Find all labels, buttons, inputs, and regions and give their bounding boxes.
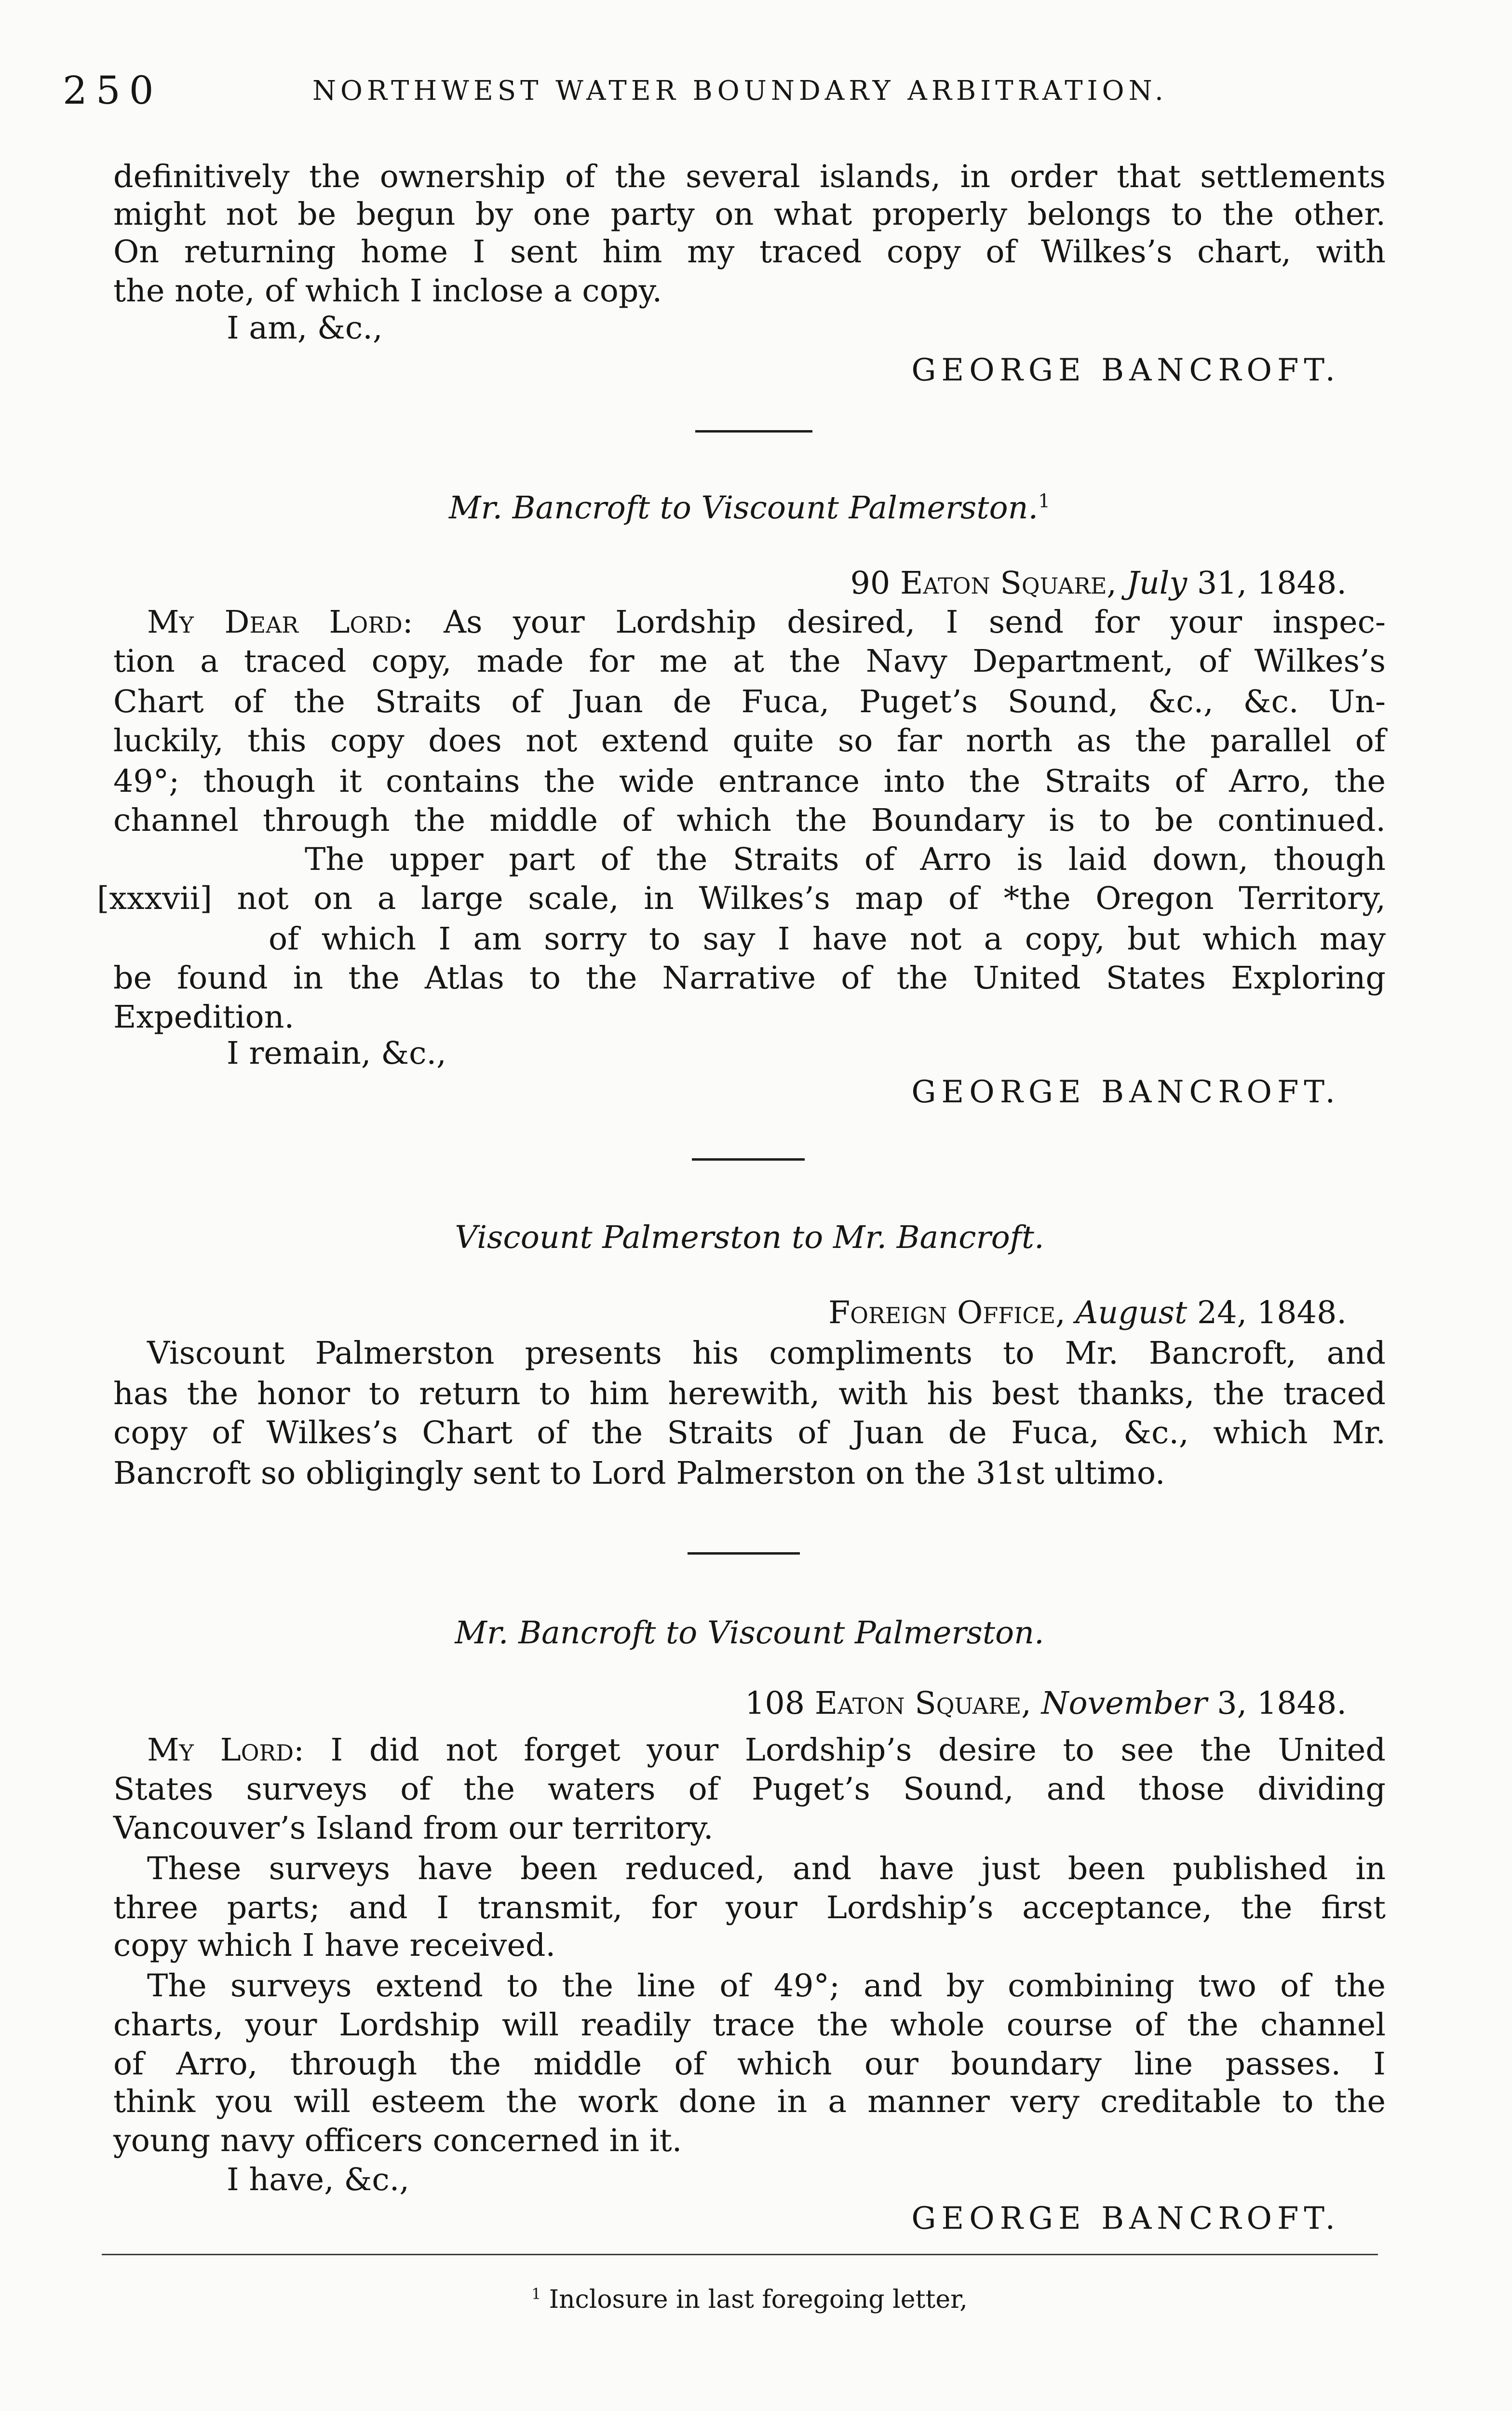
- closing: I remain, &c.,: [227, 1035, 446, 1071]
- text-line: channel through the middle of which the Boundary is to be continued.: [113, 802, 1386, 839]
- dateline-date: 24, 1848.: [1197, 1295, 1347, 1331]
- footnote-ref: 1: [1038, 490, 1051, 513]
- text-line: of Arro, through the middle of which our boundary line passes. I: [113, 2046, 1386, 2082]
- text-line: charts, your Lordship will readily trace the whole course of the channel: [113, 2007, 1386, 2043]
- signature: GEORGE BANCROFT.: [911, 352, 1340, 388]
- section-rule: [688, 1552, 800, 1555]
- dateline-number: 108: [745, 1685, 805, 1721]
- text-line: be found in the Atlas to the Narrative of the United States Exploring: [113, 960, 1386, 996]
- dateline: [850, 564, 1347, 603]
- salutation: My Dear Lord:: [147, 604, 413, 640]
- salutation: My Lord:: [147, 1732, 304, 1768]
- text-line: Chart of the Straits of Juan de Fuca, Puget’s Sound, &c., &c. Un-: [113, 684, 1386, 720]
- text-line: [147, 603, 1386, 642]
- text-line: tion a traced copy, made for me at the Navy Department, of Wilkes’s: [113, 643, 1386, 679]
- text-line: think you will esteem the work done in a manner very creditable to the: [113, 2084, 1386, 2120]
- text-line: Expedition.: [113, 999, 295, 1035]
- text-line: young navy officers concerned in it.: [113, 2123, 682, 2159]
- footnote-text: Inclosure in last foregoing letter,: [549, 2285, 968, 2314]
- closing: I am, &c.,: [227, 310, 383, 346]
- dateline-month: July: [1126, 565, 1188, 601]
- text-line: the note, of which I inclose a copy.: [113, 273, 662, 309]
- text-line: Viscount Palmerston presents his compliments to Mr. Bancroft, and: [147, 1335, 1386, 1371]
- dateline-month: November: [1041, 1685, 1207, 1721]
- footnote: [113, 2285, 1386, 2314]
- page-number: 250: [63, 68, 162, 113]
- dateline-date: 3, 1848.: [1217, 1685, 1347, 1721]
- dateline-place: Eaton Square,: [814, 1685, 1031, 1721]
- text-line: might not be begun by one party on what properly belongs to the other.: [113, 196, 1386, 232]
- dateline: [745, 1684, 1347, 1723]
- text-line: The surveys extend to the line of 49°; and by combining two of the: [147, 1968, 1386, 2004]
- text-line: luckily, this copy does not extend quite so far north as the parallel of: [113, 723, 1386, 759]
- text-line: of which I am sorry to say I have not a copy, but which may: [269, 921, 1386, 957]
- dateline-number: 90: [850, 565, 891, 601]
- signature: GEORGE BANCROFT.: [911, 1074, 1340, 1110]
- signature: GEORGE BANCROFT.: [911, 2201, 1340, 2236]
- section-rule: [692, 1158, 805, 1161]
- section-rule: [695, 430, 812, 433]
- dateline-date: 31, 1848.: [1197, 565, 1347, 601]
- text-line: The upper part of the Straits of Arro is laid down, though: [305, 841, 1386, 878]
- text-line: 49°; though it contains the wide entrance into the Straits of Arro, the: [113, 763, 1386, 799]
- text-line: Bancroft so obligingly sent to Lord Palmerston on the 31st ultimo.: [113, 1455, 1165, 1491]
- line-text: I did not forget your Lordship’s desire to see the United: [330, 1732, 1386, 1768]
- dateline-place: Foreign Office,: [828, 1295, 1066, 1331]
- text-line: definitively the ownership of the several islands, in order that settlements: [113, 159, 1386, 195]
- closing: I have, &c.,: [227, 2162, 410, 2198]
- footnote-marker: 1: [531, 2285, 541, 2303]
- letter-heading: Viscount Palmerston to Mr. Bancroft.: [455, 1219, 1044, 1256]
- text-line: has the honor to return to him herewith, with his best thanks, the traced: [113, 1376, 1386, 1412]
- dateline: [828, 1293, 1347, 1332]
- dateline-place: Eaton Square,: [900, 565, 1117, 601]
- footnote-rule: [102, 2254, 1378, 2255]
- dateline-month: August: [1075, 1295, 1188, 1331]
- text-line: States surveys of the waters of Puget’s Sound, and those dividing: [113, 1771, 1386, 1807]
- text-line: On returning home I sent him my traced copy of Wilkes’s chart, with: [113, 234, 1386, 270]
- text-line: These surveys have been reduced, and have just been published in: [147, 1851, 1386, 1887]
- letter-heading-text: Mr. Bancroft to Viscount Palmerston.: [448, 490, 1039, 526]
- text-line: [147, 1731, 1386, 1770]
- text-line: copy of Wilkes’s Chart of the Straits of Juan de Fuca, &c., which Mr.: [113, 1415, 1386, 1451]
- line-text: As your Lordship desired, I send for your inspec-: [444, 604, 1386, 640]
- text-line: copy which I have received.: [113, 1927, 556, 1964]
- text-line-marginal-ref: [xxxvii] not on a large scale, in Wilkes’s map of *the Oregon Territory,: [97, 880, 1386, 917]
- text-line: Vancouver’s Island from our territory.: [113, 1810, 714, 1846]
- text-line: three parts; and I transmit, for your Lordship’s acceptance, the first: [113, 1890, 1386, 1926]
- running-head: NORTHWEST WATER BOUNDARY ARBITRATION.: [312, 75, 1168, 107]
- letter-heading: Mr. Bancroft to Viscount Palmerston.: [455, 1615, 1044, 1651]
- letter-heading: [113, 488, 1386, 528]
